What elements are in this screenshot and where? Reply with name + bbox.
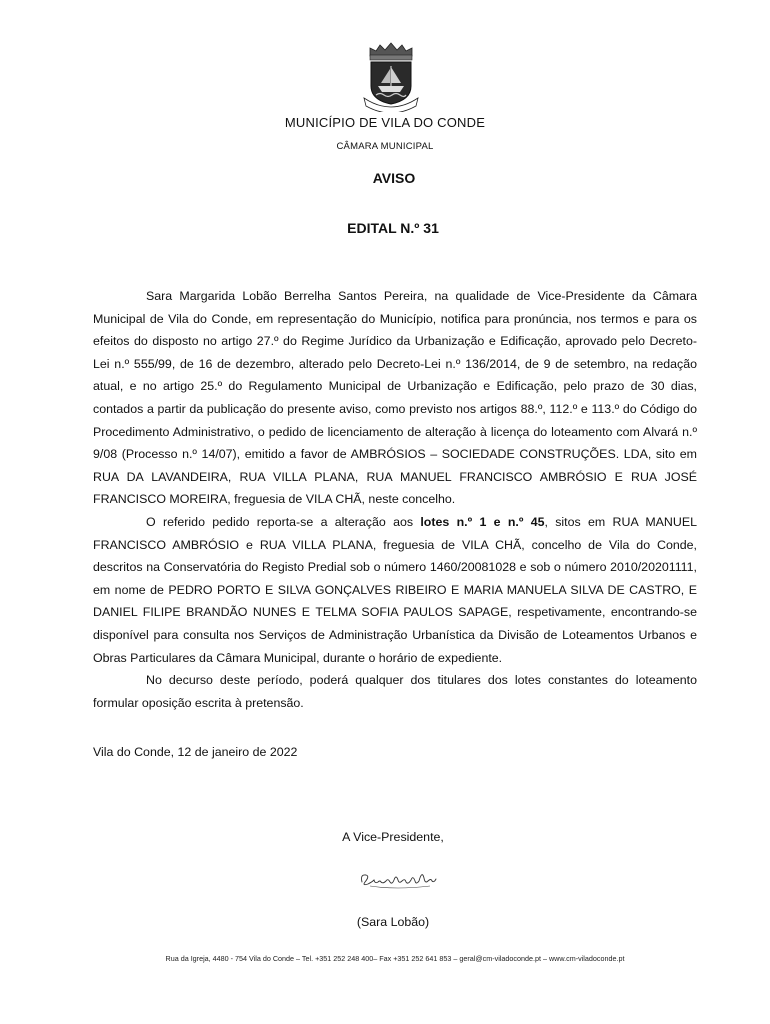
- signatory-role: A Vice-Presidente,: [342, 830, 444, 844]
- paragraph-lots-intro: O referido pedido reporta-se a alteração aos: [146, 514, 421, 529]
- notice-body: [93, 285, 697, 714]
- signatory-name: (Sara Lobão): [356, 915, 430, 929]
- paragraph-lots-details: , sitos em RUA MANUEL FRANCISCO AMBRÓSIO e RUA VILLA PLANA, freguesia de VILA CHÃ, concelho de Vila do Conde, descritos na Conservatória do Registo Predial sob o número 1460/20081028 e sob o número 2010/20201111, em nome de PEDRO PORTO E SILVA GONÇALVES RIBEIRO E MARIA MANUELA SILVA DE CASTRO, E DANIEL FILIPE BRANDÃO NUNES E TELMA SOFIA PAULOS SAPAGE, respetivamente, encontrando-se disponível para consulta nos Serviços de Administração Urbanística da Divisão de Loteamentos Urbanos e Obras Particulares da Câmara Municipal, durante o horário de expediente.: [93, 514, 697, 665]
- handwritten-signature: [356, 860, 440, 894]
- paragraph-lots: [93, 511, 697, 669]
- municipal-coat-of-arms-icon: [358, 42, 424, 112]
- date-line: Vila do Conde, 12 de janeiro de 2022: [93, 745, 298, 759]
- lots-reference: lotes n.º 1 e n.º 45: [420, 514, 545, 529]
- notice-title: AVISO: [372, 170, 416, 186]
- edict-number: EDITAL N.º 31: [347, 220, 439, 236]
- municipality-name: MUNICÍPIO DE VILA DO CONDE: [284, 115, 486, 130]
- council-name: CÂMARA MUNICIPAL: [336, 141, 434, 152]
- paragraph-opposition: No decurso deste período, poderá qualquer dos titulares dos lotes constantes do loteamento formular oposição escrita à pretensão.: [93, 673, 697, 710]
- paragraph-notification: Sara Margarida Lobão Berrelha Santos Pereira, na qualidade de Vice-Presidente da Câmara Municipal de Vila do Conde, em representação do Município, notifica para pronúncia, nos termos e para os efeitos do disposto no artigo 27.º do Regime Jurídico da Urbanização e Edificação, aprovado pelo Decreto-Lei n.º 555/99, de 16 de dezembro, alterado pelo Decreto-Lei n.º 136/2014, de 9 de setembro, na redação atual, e no artigo 25.º do Regulamento Municipal de Urbanização e Edificação, pelo prazo de 30 dias, contados a partir da publicação do presente aviso, como previsto nos artigos 88.º, 112.º e 113.º do Código do Procedimento Administrativo, o pedido de licenciamento de alteração à licença do loteamento com Alvará n.º 9/08 (Processo n.º 14/07), emitido a favor de AMBRÓSIOS – SOCIEDADE CONSTRUÇÕES. LDA, sito em RUA DA LAVANDEIRA, RUA VILLA PLANA, RUA MANUEL FRANCISCO AMBRÓSIO E RUA JOSÉ FRANCISCO MOREIRA, freguesia de VILA CHÃ, neste concelho.: [93, 289, 697, 507]
- page-footer: Rua da Igreja, 4480 - 754 Vila do Conde – Tel. +351 252 248 400– Fax +351 252 641 853 – geral@cm-viladoconde.pt – www.cm-viladoconde.pt: [165, 954, 625, 963]
